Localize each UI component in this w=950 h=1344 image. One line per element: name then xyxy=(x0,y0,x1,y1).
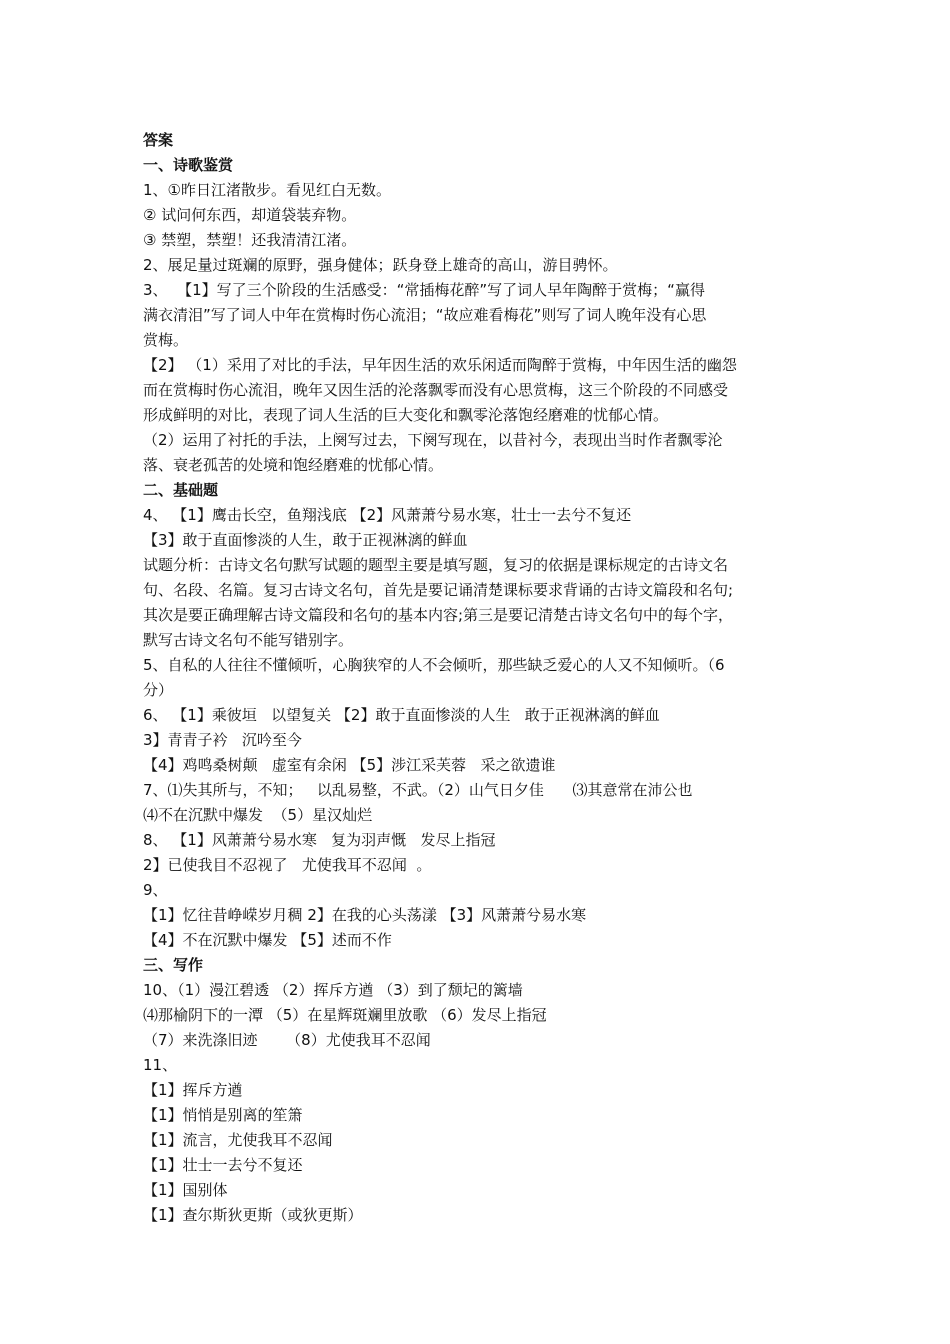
text-line: 5、自私的人往往不懂倾听，心胸狭窄的人不会倾听，那些缺乏爱心的人又不知倾听。（6 xyxy=(143,656,725,674)
text-line: 形成鲜明的对比，表现了词人生活的巨大变化和飘零沦落饱经磨难的忧郁心情。 xyxy=(143,406,669,424)
text-line: 试题分析：古诗文名句默写试题的题型主要是填写题，复习的依据是课标规定的古诗文名 xyxy=(143,556,729,574)
text-line: 满衣清泪”写了词人中年在赏梅时伤心流泪；“故应难看梅花”则写了词人晚年没有心思 xyxy=(143,306,707,324)
text-line: ③ 禁塑，禁塑！还我清清江渚。 xyxy=(143,231,357,249)
text-line: 3、 【1】写了三个阶段的生活感受：“常插梅花醉”写了词人早年陶醉于赏梅；“赢得 xyxy=(143,281,705,299)
text-line: 3】青青子衿 沉吟至今 xyxy=(143,731,302,749)
text-line: 【4】不在沉默中爆发 【5】述而不作 xyxy=(143,931,392,949)
text-line: 7、⑴失其所与，不知； 以乱易整，不武。（2）山气日夕佳 ⑶其意常在沛公也 xyxy=(143,781,693,799)
text-line: 句、名段、名篇。复习古诗文名句，首先是要记诵清楚课标要求背诵的古诗文篇段和名句; xyxy=(143,581,734,599)
text-line: 【1】忆往昔峥嵘岁月稠 2】在我的心头荡漾 【3】风萧萧兮易水寒 xyxy=(143,906,587,924)
text-line: 2】已使我目不忍视了 尤使我耳不忍闻 。 xyxy=(143,856,432,874)
text-line: 分） xyxy=(143,681,174,699)
text-line: ⑷不在沉默中爆发 （5）星汉灿烂 xyxy=(143,806,373,824)
text-line: 2、展足量过斑斓的原野，强身健体；跃身登上雄奇的高山，游目骋怀。 xyxy=(143,256,618,274)
text-line: 10、（1）漫江碧透 （2）挥斥方遒 （3）到了颓圮的篱墙 xyxy=(143,981,523,999)
text-line: 【1】挥斥方遒 xyxy=(143,1081,243,1099)
text-line: 11、 xyxy=(143,1056,178,1074)
text-line: 6、 【1】乘彼垣 以望复关 【2】敢于直面惨淡的人生 敢于正视淋漓的鲜血 xyxy=(143,706,660,724)
section-heading: 三、写作 xyxy=(143,956,204,974)
text-line: 8、 【1】风萧萧兮易水寒 复为羽声慨 发尽上指冠 xyxy=(143,831,496,849)
text-line: 【1】壮士一去兮不复还 xyxy=(143,1156,303,1174)
text-line: 落、衰老孤苦的处境和饱经磨难的忧郁心情。 xyxy=(143,456,444,474)
text-line: （2）运用了衬托的手法，上阕写过去，下阕写现在，以昔衬今，表现出当时作者飘零沦 xyxy=(143,431,723,449)
text-line: 赏梅。 xyxy=(143,331,189,349)
text-line: （7）来洗涤旧迹 （8）尤使我耳不忍闻 xyxy=(143,1031,431,1049)
text-line: 4、 【1】鹰击长空，鱼翔浅底 【2】风萧萧兮易水寒，壮士一去兮不复还 xyxy=(143,506,632,524)
section-heading: 答案 xyxy=(143,131,174,149)
text-line: 【1】悄悄是别离的笙箫 xyxy=(143,1106,303,1124)
text-line: 【1】国别体 xyxy=(143,1181,228,1199)
text-line: 默写古诗文名句不能写错别字。 xyxy=(143,631,354,649)
text-line: ② 试问何东西，却道袋装弃物。 xyxy=(143,206,357,224)
text-line: 1、①昨日江渚散步。看见红白无数。 xyxy=(143,181,391,199)
text-line: 9、 xyxy=(143,881,168,899)
text-line: 【1】流言，尤使我耳不忍闻 xyxy=(143,1131,333,1149)
text-line: ⑷那榆阴下的一潭 （5）在星辉斑斓里放歌 （6）发尽上指冠 xyxy=(143,1006,547,1024)
text-line: 【4】鸡鸣桑树颠 虚室有余闲 【5】涉江采芙蓉 采之欲遗谁 xyxy=(143,756,556,774)
section-heading: 二、基础题 xyxy=(143,481,219,499)
text-line: 【1】查尔斯狄更斯（或狄更斯） xyxy=(143,1206,363,1224)
text-line: 而在赏梅时伤心流泪，晚年又因生活的沦落飘零而没有心思赏梅，这三个阶段的不同感受 xyxy=(143,381,729,399)
text-line: 其次是要正确理解古诗文篇段和名句的基本内容;第三是要记清楚古诗文名句中的每个字， xyxy=(143,606,734,624)
text-line: 【3】敢于直面惨淡的人生，敢于正视淋漓的鲜血 xyxy=(143,531,468,549)
text-line: 【2】 （1）采用了对比的手法，早年因生活的欢乐闲适而陶醉于赏梅，中年因生活的幽怨 xyxy=(143,356,737,374)
section-heading: 一、诗歌鉴赏 xyxy=(143,156,234,174)
